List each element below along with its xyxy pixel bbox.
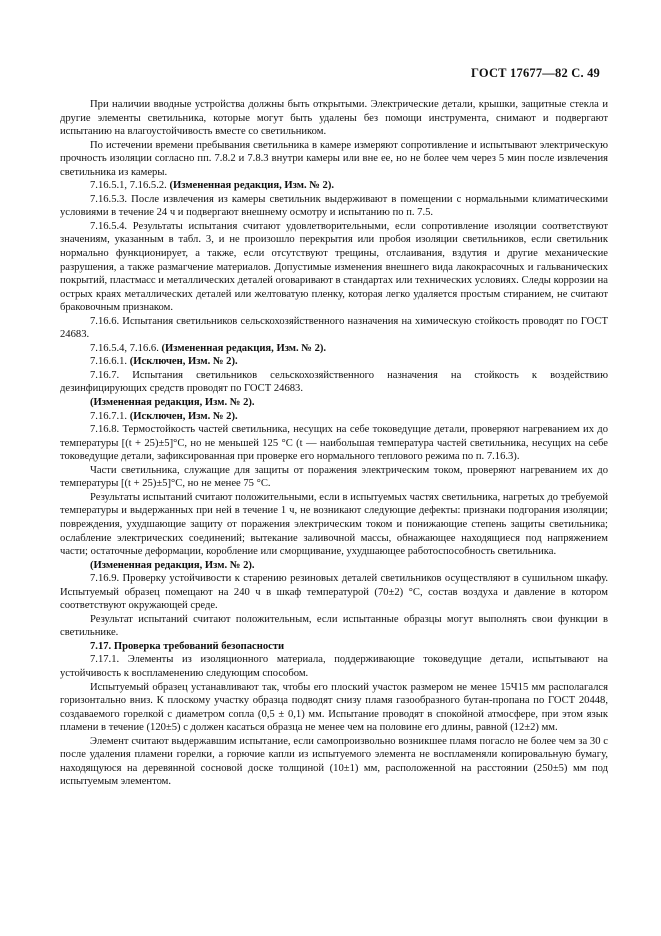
- paragraph: [60, 179, 608, 193]
- paragraph: [60, 315, 608, 342]
- text-run: Части светильника, служащие для защиты от поражения электрическим током, проверяют нагреванием их до температуры [(t + 25)±5]°С, но не менее 75 °С.: [60, 464, 608, 490]
- text-run: 7.16.6. Испытания светильников сельскохозяйственного назначения на химическую стойкость проводят по ГОСТ 24683.: [60, 315, 608, 341]
- text-run: 7.16.6.1.: [90, 356, 130, 368]
- paragraph: [60, 193, 608, 220]
- text-run: 7.16.5.4, 7.16.6.: [90, 342, 162, 354]
- paragraph: [60, 653, 608, 680]
- paragraph: [60, 220, 608, 315]
- bold-text: (Измененная редакция, Изм. № 2).: [90, 397, 255, 409]
- bold-text: (Измененная редакция, Изм. № 2).: [90, 559, 255, 571]
- bold-text: (Исключен, Изм. № 2).: [129, 410, 238, 422]
- paragraph: [60, 491, 608, 559]
- paragraph: [60, 464, 608, 491]
- text-run: 7.16.7.1.: [90, 410, 130, 422]
- paragraph: [60, 423, 608, 464]
- text-run: 7.17.1. Элементы из изоляционного материала, поддерживающие токоведущие детали, испытывают на устойчивость к воспламенению следующим способом.: [60, 654, 608, 679]
- paragraph: [60, 735, 608, 789]
- paragraph: [60, 396, 608, 410]
- paragraph: [60, 342, 608, 356]
- paragraph: [60, 613, 608, 640]
- text-run: 7.16.8. Термостойкость частей светильника, несущих на себе токоведущие детали, проверяют нагреванием их до температуры [(t + 25)±5]°С, но не меньшей 125 °С (t — наибольшая температура частей светильника, несущих на себе токоведущие детали, зафиксированная при проверке его нормального теплового режима по п. 7.16.3).: [60, 424, 608, 463]
- text-run: При наличии вводные устройства должны быть открытыми. Электрические детали, крышки, защитные стекла и другие элементы светильника, которые могут быть удалены без помощи инструмента, снимают и подвергают испытанию на влагоустойчивость вместе со светильником.: [60, 99, 608, 138]
- paragraph: [60, 410, 608, 424]
- text-run: Результаты испытаний считают положительными, если в испытуемых частях светильника, нагретых до требуемой температуры и выдержанных при ней в течение 1 ч, не возникают следующие дефекты: признаки подгорания изоляции; повреждения, ухудшающие защиту от поражения электрическим током и понижающие степень защиты светильника; ослабление электрических соединений; вытекание заливочной массы, обнажающее находящиеся под напряжением части; остаточные деформации, коробление или сморщивание, ухудшающее работоспособность светильника.: [60, 491, 608, 558]
- document-body: [60, 98, 608, 789]
- text-run: Результат испытаний считают положительным, если испытанные образцы могут выполнять свои функции в светильнике.: [60, 613, 608, 639]
- paragraph: [60, 139, 608, 180]
- paragraph: [60, 369, 608, 396]
- paragraph: [60, 355, 608, 369]
- paragraph: [60, 98, 608, 139]
- text-run: По истечении времени пребывания светильника в камере измеряют сопротивление и испытывают электрическую прочность изоляции согласно пп. 7.8.2 и 7.8.3 внутри камеры или вне ее, но не более чем через 5 мин после извлечения светильника из камеры.: [60, 139, 608, 178]
- text-run: Элемент считают выдержавшим испытание, если самопроизвольно возникшее пламя погасло не более чем за 30 с после удаления пламени горелки, а горючие капли из испытуемого элемента не воспламеняли копировальную бумагу, находящуюся на деревянной сосновой доске толщиной (10±1) мм, расположенной на расстоянии (250±5) мм под испытуемым элементом.: [60, 735, 608, 788]
- bold-text: (Измененная редакция, Изм. № 2).: [169, 180, 335, 192]
- text-run: Испытуемый образец устанавливают так, чтобы его плоский участок размером не менее 15Ч15 мм располагался горизонтально вниз. К плоскому участку образца подводят снизу пламя газообразного бутан-пропана по ГОСТ 20448, создаваемого горелкой с диаметром сопла (0,5 ± 0,1) мм. Испытание проводят в спокойной атмосфере, при этом язык пламени в течение (120±5) с должен касаться образца не менее чем на половине его длины, равной (12±2) мм.: [60, 681, 608, 734]
- text-run: 7.16.5.4. Результаты испытания считают удовлетворительными, если сопротивление изоляции соответствуют значениям, указанным в табл. 3, и не произошло перекрытия или пробоя изоляции светильников, если светильник нормально функционирует, а также, если отсутствуют трещины, отслаивания, вздутия и другие механические разрушения, а также размагчение материалов. Допустимые изменения внешнего вида лакокрасочных и гальванических покрытий, пластмасс и металлических деталей оговаривают в стандартах или технических условиях. Следы коррозии на острых краях металлических деталей или желтоватую пленку, которая легко удаляется простым стиранием, не считают браковочным признаком.: [60, 220, 608, 314]
- paragraph: [60, 559, 608, 573]
- running-head: ГОСТ 17677—82 С. 49: [471, 66, 600, 80]
- paragraph: [60, 640, 608, 654]
- paragraph: [60, 681, 608, 735]
- bold-text: 7.17. Проверка требований безопасности: [90, 640, 285, 652]
- text-run: 7.16.5.1, 7.16.5.2.: [90, 180, 170, 192]
- bold-text: (Измененная редакция, Изм. № 2).: [161, 342, 327, 354]
- text-run: 7.16.5.3. После извлечения из камеры светильник выдерживают в помещении с нормальными климатическими условиями в течение 24 ч и подвергают внешнему осмотру и испытанию по п. 7.5.: [60, 193, 608, 219]
- bold-text: (Исключен, Изм. № 2).: [129, 356, 238, 368]
- text-run: 7.16.7. Испытания светильников сельскохозяйственного назначения на стойкость к воздействию дезинфицирующих средств проводят по ГОСТ 24683.: [60, 369, 608, 395]
- text-run: 7.16.9. Проверку устойчивости к старению резиновых деталей светильников осуществляют в сушильном шкафу. Испытуемый образец помещают на 240 ч в шкаф температурой (70±2) °С, состав воздуха и давление в котором соответствуют окружающей среде.: [60, 573, 608, 612]
- paragraph: [60, 572, 608, 613]
